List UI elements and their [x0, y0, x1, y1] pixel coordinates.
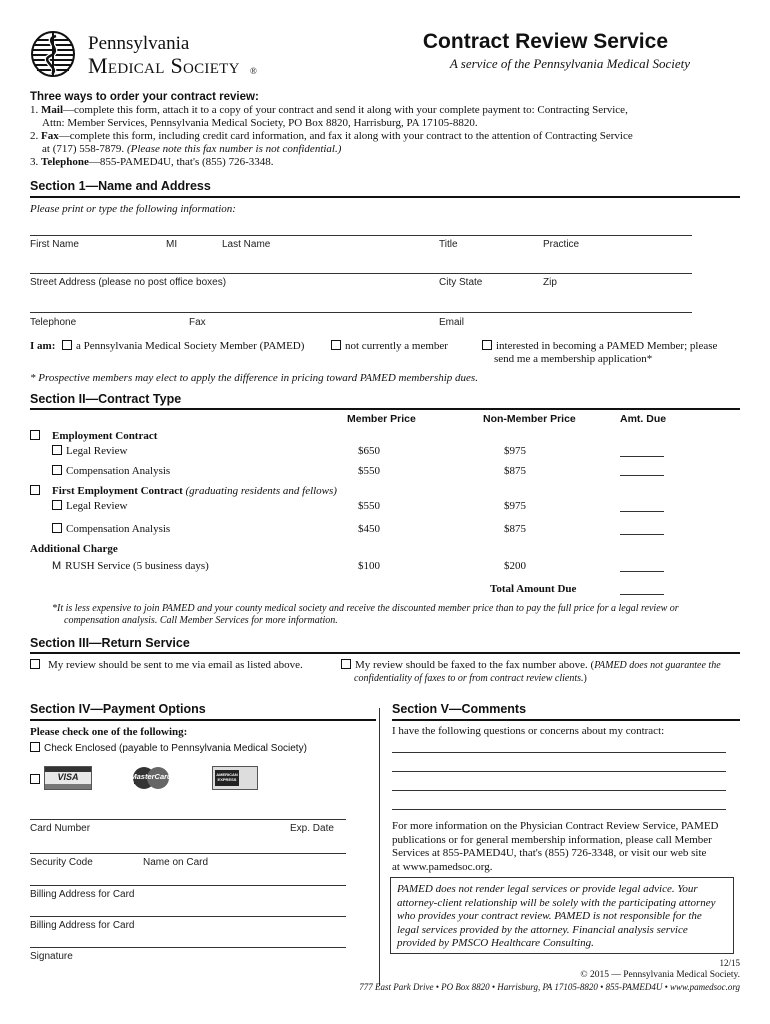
- billing-line-2[interactable]: [30, 916, 346, 917]
- price-nonmember: $975: [504, 445, 526, 457]
- comments-prompt: I have the following questions or concerns about my contract:: [392, 725, 665, 737]
- col-amt-due: Amt. Due: [620, 413, 667, 425]
- label-billing-2: Billing Address for Card: [30, 920, 135, 931]
- section3-divider: [30, 652, 740, 654]
- amt-due-field[interactable]: [620, 511, 664, 512]
- logo-emblem: [30, 30, 76, 78]
- label-mi: MI: [166, 239, 178, 250]
- label-card-number: Card Number: [30, 823, 91, 834]
- info-line: at www.pamedsoc.org.: [392, 860, 493, 873]
- payment-prompt: Please check one of the following:: [30, 726, 188, 738]
- address-line[interactable]: [30, 273, 692, 274]
- row-label: Compensation Analysis: [66, 523, 171, 535]
- rush-checkbox-mark[interactable]: M: [52, 560, 62, 572]
- col-nonmember-price: Non-Member Price: [483, 413, 576, 425]
- ways-item-mail: [30, 104, 730, 116]
- mastercard-text: MasterCard: [130, 772, 172, 781]
- label-name-on-card: Name on Card: [143, 857, 209, 868]
- ways-item-fax: [30, 130, 730, 142]
- name-line[interactable]: [30, 235, 692, 236]
- comment-line-2[interactable]: [392, 771, 726, 772]
- price-member: $550: [358, 465, 380, 477]
- section1-divider: [30, 196, 740, 198]
- total-amount-field[interactable]: [620, 594, 664, 595]
- option-interested-cont: send me a membership application*: [494, 353, 653, 365]
- amex-logo: [212, 766, 258, 790]
- item-text: —complete this form, attach it to a copy of your contract and send it along with your complete payment to: Contracting Service,: [63, 104, 628, 116]
- price-member: $650: [358, 445, 380, 457]
- checkbox[interactable]: [30, 430, 40, 440]
- section1-footnote: * Prospective members may elect to apply the difference in pricing toward PAMED membership dues.: [30, 372, 478, 384]
- label-security-code: Security Code: [30, 857, 93, 868]
- section2-note-line1: *It is less expensive to join PAMED and your county medical society and receive the discounted member price than to pay the full price for a legal review or: [52, 603, 679, 614]
- option-member[interactable]: [62, 340, 304, 352]
- amex-text: AMERICAN EXPRESS: [216, 772, 238, 782]
- row-comp-analysis-1[interactable]: [52, 465, 170, 477]
- page-title: Contract Review Service: [422, 30, 668, 53]
- item-number: 2.: [30, 130, 39, 142]
- amt-due-field[interactable]: [620, 571, 664, 572]
- amt-due-field[interactable]: [620, 534, 664, 535]
- label-title: Title: [439, 239, 458, 250]
- checkbox[interactable]: [52, 500, 62, 510]
- visa-logo: [44, 766, 92, 790]
- checkbox[interactable]: [341, 659, 351, 669]
- contact-line[interactable]: [30, 312, 692, 313]
- total-amount-label: Total Amount Due: [490, 583, 577, 595]
- row-label: Legal Review: [66, 500, 128, 512]
- section3-title: Section III—Return Service: [30, 636, 190, 650]
- column-divider: [379, 708, 380, 986]
- security-line[interactable]: [30, 853, 346, 854]
- footer-date-code: 12/15: [719, 958, 740, 968]
- info-line: For more information on the Physician Contract Review Service, PAMED: [392, 820, 719, 832]
- item-number: 3.: [30, 156, 39, 168]
- option-label: not currently a member: [345, 340, 448, 352]
- label-signature: Signature: [30, 951, 73, 962]
- comment-line-1[interactable]: [392, 752, 726, 753]
- disclaimer-box: [390, 877, 734, 954]
- section2-title: Section II—Contract Type: [30, 392, 182, 406]
- item-lead: Telephone: [41, 156, 89, 168]
- card-number-line[interactable]: [30, 819, 346, 820]
- ways-item-fax-cont: [42, 143, 341, 155]
- price-member: $100: [358, 560, 380, 572]
- section2-divider: [30, 408, 740, 410]
- additional-charge-label: Additional Charge: [30, 543, 118, 555]
- option-not-member[interactable]: [331, 340, 448, 352]
- label-telephone: Telephone: [30, 317, 77, 328]
- amt-due-field[interactable]: [620, 475, 664, 476]
- row-rush-service[interactable]: [52, 560, 209, 572]
- checkbox[interactable]: [52, 465, 62, 475]
- price-nonmember: $875: [504, 523, 526, 535]
- col-member-price: Member Price: [347, 413, 416, 425]
- label-billing-1: Billing Address for Card: [30, 889, 135, 900]
- option-label: My review should be sent to me via email as listed above.: [48, 659, 303, 671]
- item-lead: Fax: [41, 130, 59, 142]
- section4-title: Section IV—Payment Options: [30, 702, 206, 716]
- checkbox[interactable]: [30, 659, 40, 669]
- disclaimer-line: legal services provided by the attorney. Financial analysis service: [397, 923, 688, 936]
- check-enclosed-option[interactable]: [30, 743, 307, 754]
- fax-note: (Please note this fax number is not confidential.): [126, 143, 342, 155]
- checkbox[interactable]: [331, 340, 341, 350]
- ways-heading: Three ways to order your contract review:: [30, 91, 259, 103]
- price-member: $550: [358, 500, 380, 512]
- visa-text: VISA: [57, 772, 79, 782]
- row-label: Compensation Analysis: [66, 465, 171, 477]
- group-first-employment[interactable]: [30, 485, 337, 497]
- item-lead: Mail: [41, 104, 63, 116]
- section1-instruction: Please print or type the following information:: [30, 203, 236, 215]
- option-label: interested in becoming a PAMED Member; please: [496, 340, 718, 352]
- ways-item-phone: [30, 156, 274, 168]
- section2-note-line2: compensation analysis. Call Member Services for more information.: [64, 615, 338, 626]
- ways-item-mail-cont: Attn: Member Services, Pennsylvania Medical Society, PO Box 8820, Harrisburg, PA 17105-8820.: [42, 117, 478, 129]
- fax-number: at (717) 558-7879.: [42, 143, 125, 155]
- item-text: —complete this form, including credit card information, and fax it along with your contract to the attention of Contracting Service: [58, 130, 633, 142]
- row-legal-review-1[interactable]: [52, 445, 127, 457]
- price-member: $450: [358, 523, 380, 535]
- return-option-fax-cont: [354, 673, 587, 684]
- group-label: Employment Contract: [52, 430, 158, 442]
- disclaimer-line: provided by PMSCO Healthcare Consulting.: [397, 937, 594, 949]
- footer-copyright: © 2015 — Pennsylvania Medical Society.: [580, 970, 740, 980]
- checkbox[interactable]: [30, 742, 40, 752]
- info-line: publications or for general membership information, please call Member: [392, 833, 712, 846]
- row-comp-analysis-2[interactable]: [52, 523, 170, 535]
- label-last-name: Last Name: [222, 239, 271, 250]
- option-label: a Pennsylvania Medical Society Member (PAMED): [76, 340, 305, 352]
- page-subtitle: A service of the Pennsylvania Medical Society: [449, 56, 690, 71]
- info-line: Services at 855-PAMED4U, that's (855) 726-3348, or visit our web site: [392, 847, 707, 859]
- return-option-email[interactable]: [30, 659, 303, 671]
- disclaimer-line: attorney-client relationship will be solely with the participating attorney: [397, 896, 716, 909]
- label-street: Street Address (please no post office boxes): [30, 277, 227, 288]
- option-note: PAMED does not guarantee the: [594, 660, 721, 671]
- row-label: RUSH Service (5 business days): [65, 560, 209, 572]
- option-label: My review should be faxed to the fax number above. (: [355, 659, 595, 671]
- org-name-line1: Pennsylvania: [88, 33, 190, 54]
- group-label: First Employment Contract: [52, 485, 183, 497]
- label-exp-date: Exp. Date: [290, 823, 334, 834]
- checkbox[interactable]: [30, 485, 40, 495]
- label-zip: Zip: [543, 277, 557, 288]
- disclaimer-line: who provides your contract review. PAMED is not responsible for the: [397, 910, 702, 922]
- org-name-line2: Medical Society: [88, 53, 240, 78]
- section5-title: Section V—Comments: [392, 702, 527, 716]
- comment-line-4[interactable]: [392, 809, 726, 810]
- registered-mark: ®: [250, 66, 257, 76]
- row-legal-review-2[interactable]: [52, 500, 127, 512]
- label-fax: Fax: [189, 317, 206, 328]
- checkbox[interactable]: [52, 445, 62, 455]
- info-paragraph: [392, 820, 719, 874]
- visa-band-bottom: [45, 784, 91, 789]
- i-am-label: I am:: [30, 340, 56, 352]
- row-label: Legal Review: [66, 445, 128, 457]
- price-nonmember: $875: [504, 465, 526, 477]
- signature-line[interactable]: [30, 947, 346, 948]
- item-text: —855-PAMED4U, that's (855) 726-3348.: [88, 156, 274, 168]
- label-practice: Practice: [543, 239, 580, 250]
- price-nonmember: $975: [504, 500, 526, 512]
- group-note: (graduating residents and fellows): [185, 485, 337, 497]
- checkbox[interactable]: [482, 340, 492, 350]
- section1-title: Section 1—Name and Address: [30, 179, 211, 193]
- label-email: Email: [439, 317, 465, 328]
- label-city-state: City State: [439, 277, 483, 288]
- group-employment-contract[interactable]: [30, 430, 157, 442]
- visa-checkbox[interactable]: [30, 774, 40, 784]
- item-number: 1.: [30, 104, 39, 116]
- section4-divider: [30, 719, 376, 721]
- label-first-name: First Name: [30, 239, 79, 250]
- footer-address: 777 East Park Drive • PO Box 8820 • Harrisburg, PA 17105-8820 • 855-PAMED4U • www.pamedsoc.org: [359, 982, 740, 992]
- return-option-fax[interactable]: [341, 659, 741, 671]
- option-label: Check Enclosed (payable to Pennsylvania Medical Society): [44, 743, 307, 754]
- comment-line-3[interactable]: [392, 790, 726, 791]
- amt-due-field[interactable]: [620, 456, 664, 457]
- option-note-cont: confidentiality of faxes to or from contract review clients.: [354, 673, 584, 684]
- mastercard-logo: [128, 766, 174, 788]
- disclaimer-line: PAMED does not render legal services or provide legal advice. Your: [397, 883, 698, 895]
- price-nonmember: $200: [504, 560, 526, 572]
- section5-divider: [392, 719, 740, 721]
- checkbox[interactable]: [62, 340, 72, 350]
- option-interested[interactable]: [482, 340, 717, 352]
- billing-line-1[interactable]: [30, 885, 346, 886]
- option-note-close: ): [583, 673, 587, 684]
- checkbox[interactable]: [52, 523, 62, 533]
